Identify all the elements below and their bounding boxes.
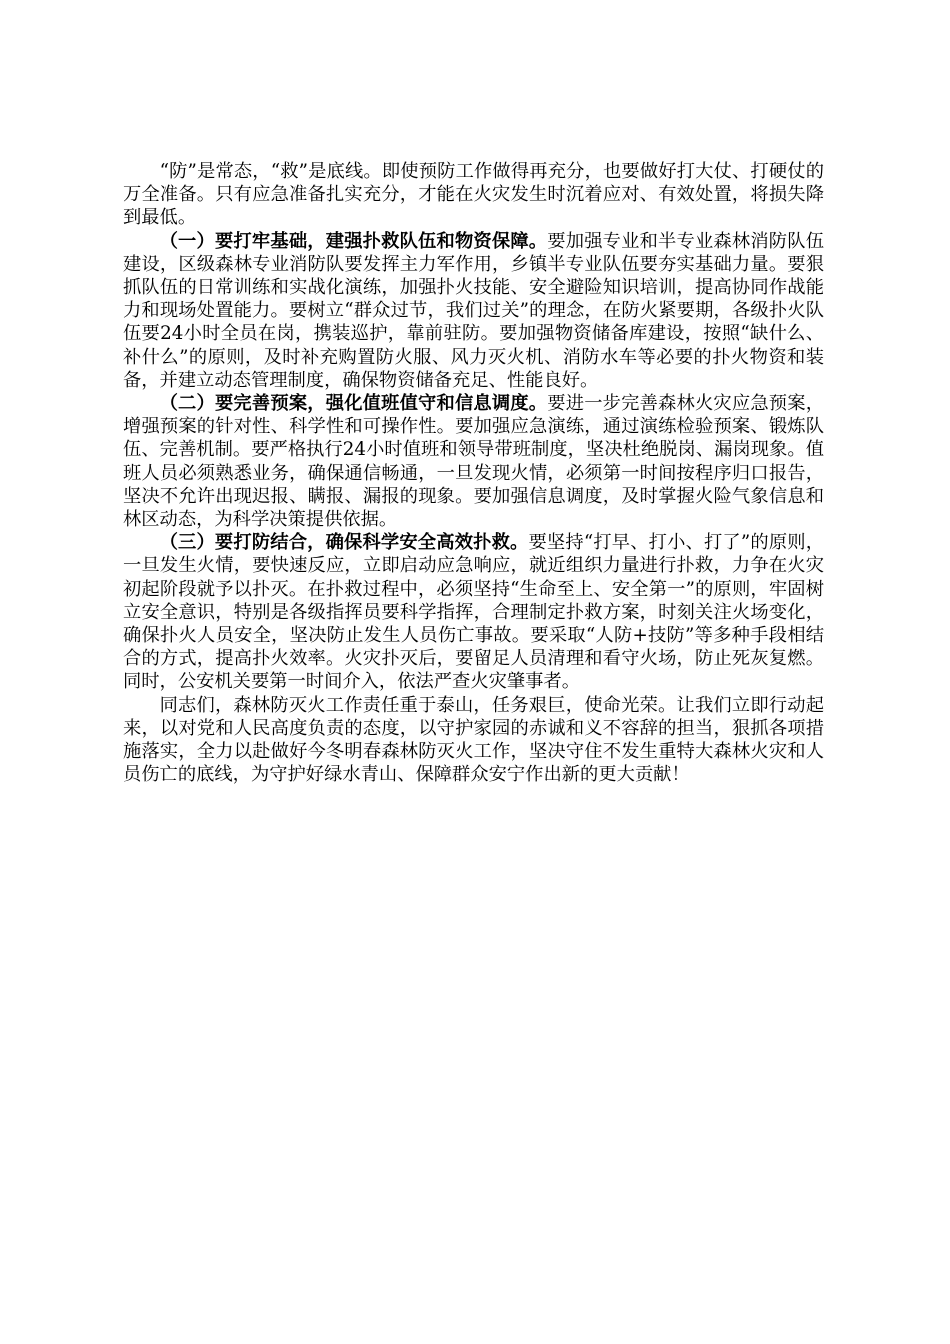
- paragraph-text: 要进一步完善森林火灾应急预案，增强预案的针对性、科学性和可操作性。要加强应急演练，通过演练检验预案、锻炼队伍、完善机制。要严格执行24小时值班和领导带班制度，坚决杜绝脱岗、漏岗现象。值班人员必须熟悉业务，确保通信畅通，一旦发现火情，必须第一时间按程序归口报告，坚决不允许出现迟报、瞒报、漏报的现象。要加强信息调度，及时掌握火险气象信息和林区动态，为科学决策提供依据。: [123, 393, 825, 531]
- paragraph-section-two: [123, 392, 824, 531]
- document-body: [123, 160, 824, 786]
- paragraph-section-three: [123, 531, 824, 693]
- section-heading-three: （三）要打防结合，确保科学安全高效扑救。: [159, 532, 529, 554]
- paragraph-prevention-preparedness: [123, 160, 824, 230]
- paragraph-closing: [123, 694, 824, 787]
- paragraph-section-one: [123, 230, 824, 392]
- paragraph-text: 要坚持“打早、打小、打了”的原则，一旦发生火情，要快速反应，立即启动应急响应，就近组织力量进行扑救，力争在火灾初起阶段就予以扑灭。在扑救过程中，必须坚持“生命至上、安全第一”的原则，牢固树立安全意识，特别是各级指挥员要科学指挥，合理制定扑救方案，时刻关注火场变化，确保扑火人员安全，坚决防止发生人员伤亡事故。要采取“人防+技防”等多种手段相结合的方式，提高扑火效率。火灾扑灭后，要留足人员清理和看守火场，防止死灰复燃。同时，公安机关要第一时间介入，依法严查火灾肇事者。: [123, 532, 824, 693]
- paragraph-text: “防”是常态，“救”是底线。即使预防工作做得再充分，也要做好打大仗、打硬仗的万全准备。只有应急准备扎实充分，才能在火灾发生时沉着应对、有效处置，将损失降到最低。: [123, 161, 824, 229]
- section-heading-one: （一）要打牢基础，建强扑救队伍和物资保障。: [159, 230, 548, 252]
- section-heading-two: （二）要完善预案，强化值班值守和信息调度。: [159, 393, 548, 415]
- paragraph-text: 同志们，森林防灭火工作责任重于泰山，任务艰巨，使命光荣。让我们立即行动起来，以对党和人民高度负责的态度，以守护家园的赤诚和义不容辞的担当，狠抓各项措施落实，全力以赴做好今冬明春森林防灭火工作，坚决守住不发生重特大森林火灾和人员伤亡的底线，为守护好绿水青山、保障群众安宁作出新的更大贡献！: [123, 694, 824, 786]
- paragraph-text: 要加强专业和半专业森林消防队伍建设，区级森林专业消防队要发挥主力军作用，乡镇半专业队伍要夯实基础力量。要狠抓队伍的日常训练和实战化演练，加强扑火技能、安全避险知识培训，提高协同作战能力和现场处置能力。要树立“群众过节，我们过关”的理念，在防火紧要期，各级扑火队伍要24小时全员在岗，携装巡护，靠前驻防。要加强物资储备库建设，按照“缺什么、补什么”的原则，及时补充购置防火服、风力灭火机、消防水车等必要的扑火物资和装备，并建立动态管理制度，确保物资储备充足、性能良好。: [123, 230, 825, 391]
